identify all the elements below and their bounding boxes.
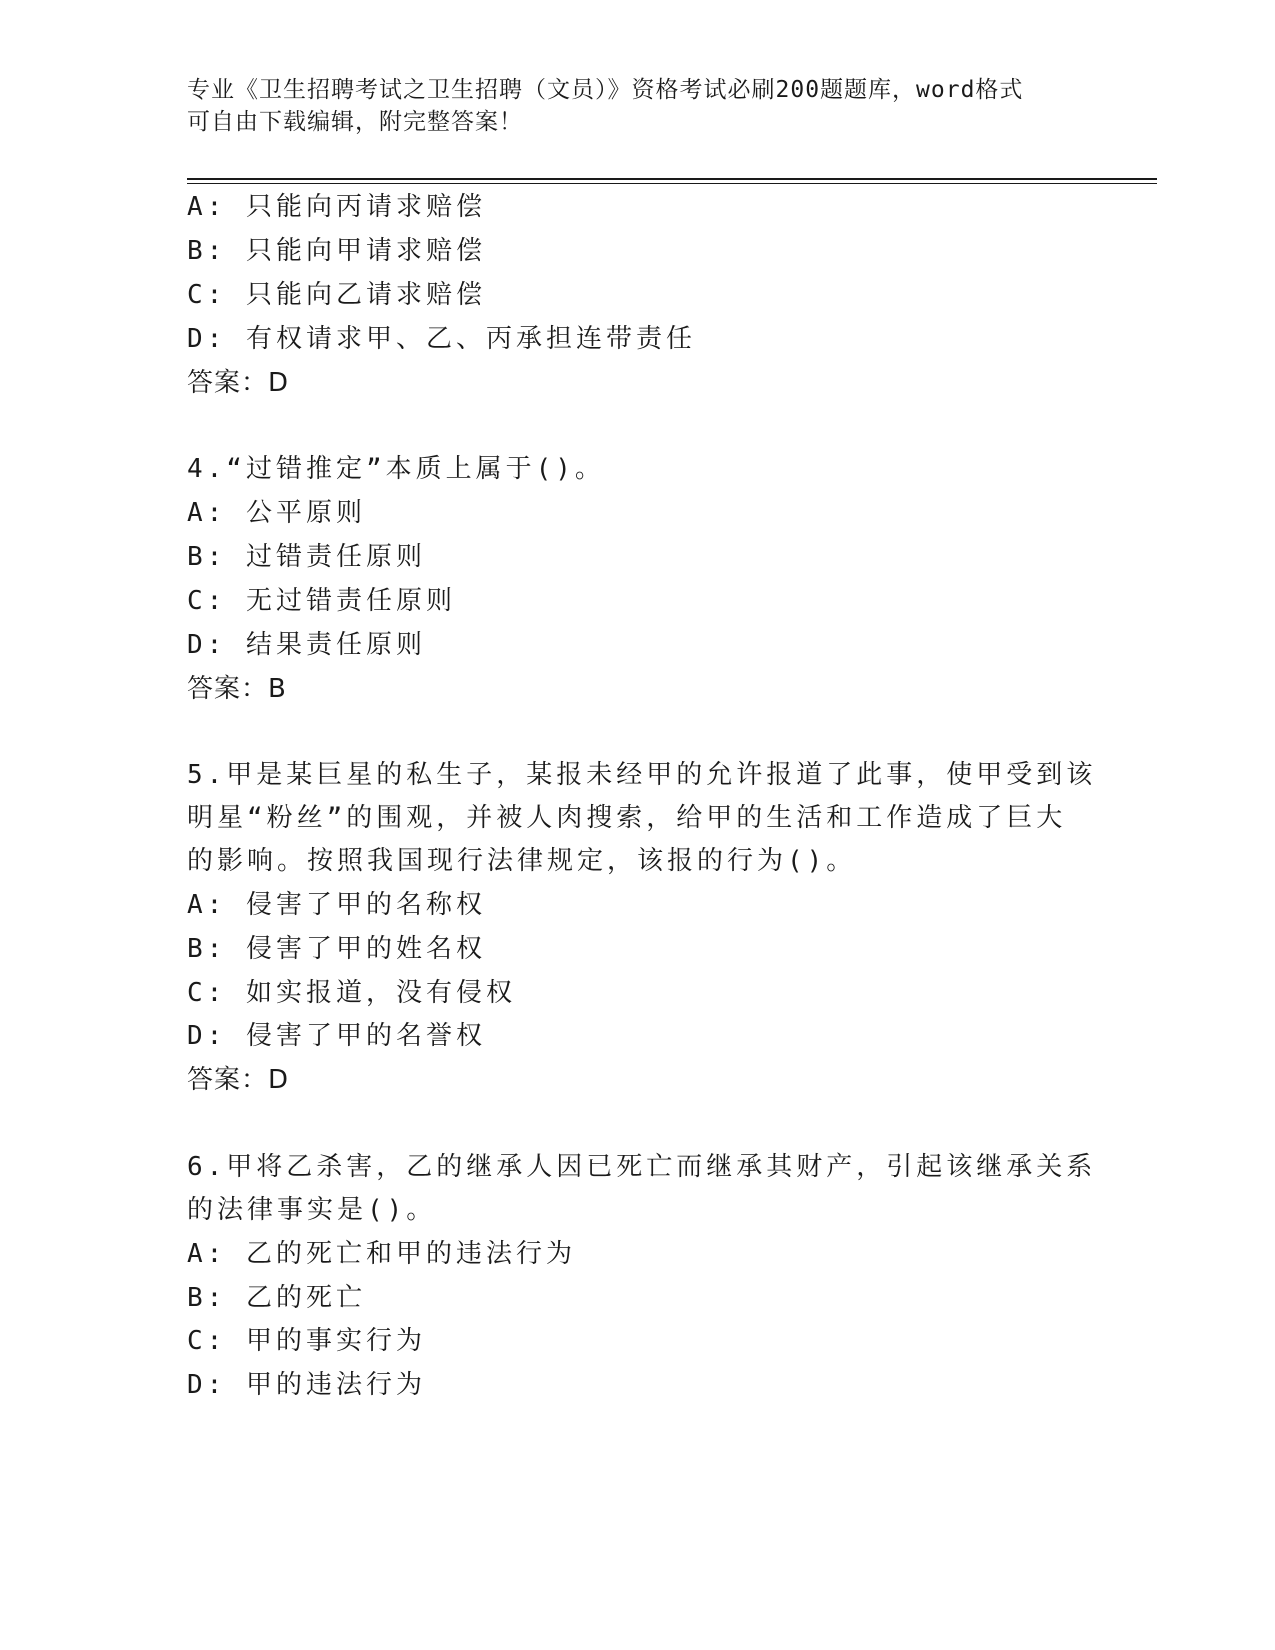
header-divider-thin (187, 183, 1157, 184)
q4-option-b: B: 过错责任原则 (187, 542, 426, 572)
q3-option-d: D: 有权请求甲、乙、丙承担连带责任 (187, 324, 696, 354)
q5-option-a: A: 侵害了甲的名称权 (187, 890, 486, 920)
q5-option-c: C: 如实报道，没有侵权 (187, 978, 516, 1008)
q3-option-b: B: 只能向甲请求赔偿 (187, 236, 486, 266)
q3-option-a: A: 只能向丙请求赔偿 (187, 192, 486, 222)
q6-stem-line-1: 6.甲将乙杀害，乙的继承人因已死亡而继承其财产，引起该继承关系 (187, 1152, 1097, 1182)
header-divider-thick (187, 178, 1157, 180)
q5-answer: 答案：D (187, 1065, 290, 1095)
q4-option-c: C: 无过错责任原则 (187, 586, 456, 616)
q5-option-d: D: 侵害了甲的名誉权 (187, 1021, 486, 1051)
q5-stem-line-2: 明星“粉丝”的围观，并被人肉搜索，给甲的生活和工作造成了巨大 (187, 803, 1067, 833)
q4-answer: 答案：B (187, 674, 287, 704)
q5-stem-line-3: 的影响。按照我国现行法律规定，该报的行为()。 (187, 846, 857, 876)
q4-option-a: A: 公平原则 (187, 498, 366, 528)
header-title-line-2: 可自由下载编辑，附完整答案！ (187, 109, 523, 135)
q3-answer: 答案：D (187, 368, 290, 398)
q3-option-c: C: 只能向乙请求赔偿 (187, 280, 486, 310)
q6-option-a: A: 乙的死亡和甲的违法行为 (187, 1239, 576, 1269)
q6-stem-line-2: 的法律事实是()。 (187, 1195, 437, 1225)
q6-option-b: B: 乙的死亡 (187, 1283, 366, 1313)
header-title-line-1: 专业《卫生招聘考试之卫生招聘（文员）》资格考试必刷200题题库，word格式 (187, 77, 1024, 103)
q6-option-c: C: 甲的事实行为 (187, 1326, 426, 1356)
q5-option-b: B: 侵害了甲的姓名权 (187, 934, 486, 964)
q6-option-d: D: 甲的违法行为 (187, 1370, 426, 1400)
document-header (187, 74, 1067, 138)
q4-option-d: D: 结果责任原则 (187, 630, 426, 660)
q4-stem-line-1: 4.“过错推定”本质上属于()。 (187, 454, 605, 484)
q5-stem-line-1: 5.甲是某巨星的私生子，某报未经甲的允许报道了此事，使甲受到该 (187, 760, 1097, 790)
